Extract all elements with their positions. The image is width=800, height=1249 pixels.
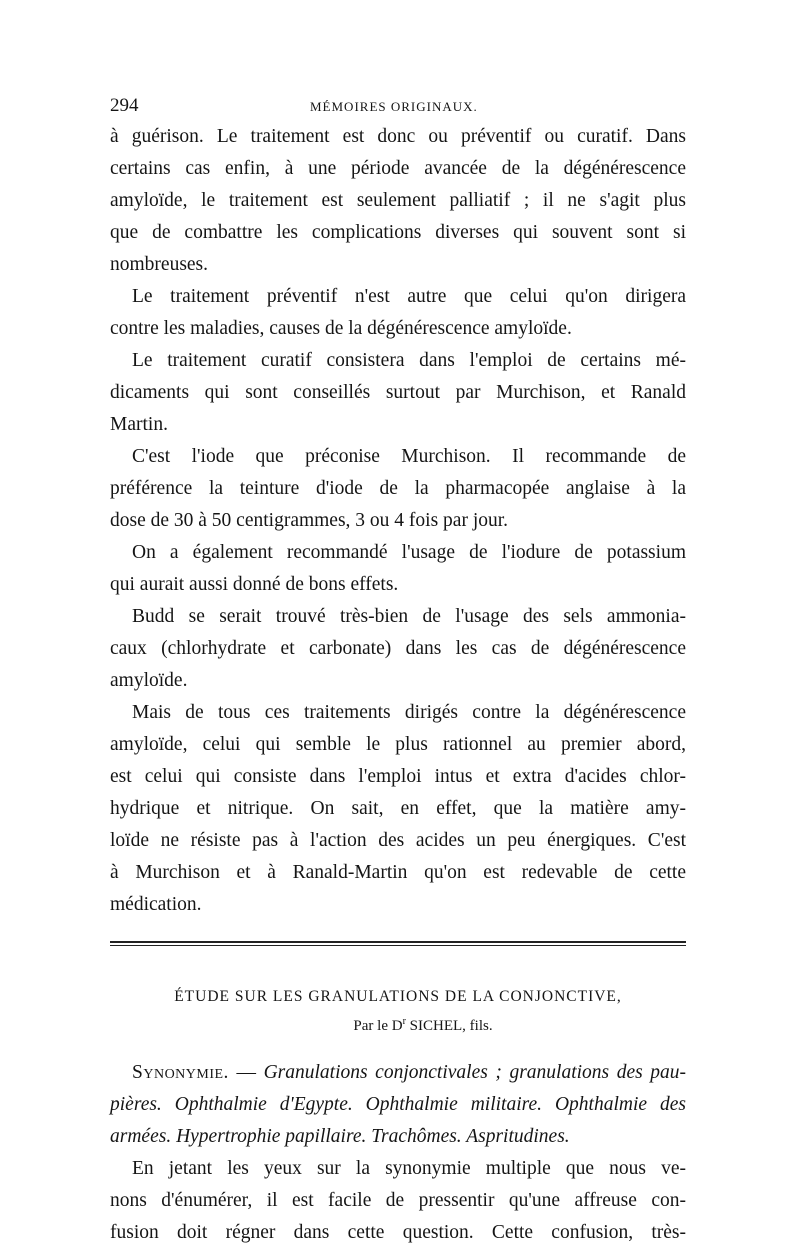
text-line: C'est l'iode que préconise Murchison. Il recommande de bbox=[132, 446, 686, 467]
synonymy-line bbox=[110, 1057, 686, 1089]
text-line: contre les maladies, causes de la dégénérescence amyloïde. bbox=[110, 318, 572, 339]
synonymy-label: Synonymie. bbox=[132, 1062, 229, 1083]
text-line: dicaments qui sont conseillés surtout par Murchison, et Ranald bbox=[110, 382, 686, 403]
text-line: amyloïde. bbox=[110, 670, 188, 691]
text-line: certains cas enfin, à une période avancée de la dégénérescence bbox=[110, 158, 686, 179]
text-line: à Murchison et à Ranald-Martin qu'on est redevable de cette bbox=[110, 862, 686, 883]
page bbox=[110, 95, 686, 1249]
byline bbox=[110, 1016, 686, 1035]
synonymy-paragraph bbox=[110, 1057, 686, 1249]
text-line: loïde ne résiste pas à l'action des acides un peu énergiques. C'est bbox=[110, 830, 686, 851]
text-line: hydrique et nitrique. On sait, en effet, que la matière amy- bbox=[110, 798, 686, 819]
text-line: Mais de tous ces traitements dirigés contre la dégénérescence bbox=[132, 702, 686, 723]
text-line: Budd se serait trouvé très-bien de l'usage des sels ammonia- bbox=[132, 606, 686, 627]
text-line: nombreuses. bbox=[110, 254, 209, 275]
synonymy-line: armées. Hypertrophie papillaire. Trachômes. Aspritudines. bbox=[110, 1126, 570, 1147]
section-title: ÉTUDE SUR LES GRANULATIONS DE LA CONJONCTIVE, bbox=[174, 988, 622, 1005]
text-line: On a également recommandé l'usage de l'iodure de potassium bbox=[132, 542, 686, 563]
body-text bbox=[110, 121, 686, 921]
text-line: amyloïde, le traitement est seulement palliatif ; il ne s'agit plus bbox=[110, 190, 686, 211]
synonymy-line: pières. Ophthalmie d'Egypte. Ophthalmie militaire. Ophthalmie des bbox=[110, 1094, 686, 1115]
text-line: amyloïde, celui qui semble le plus rationnel au premier abord, bbox=[110, 734, 686, 755]
text-line: Le traitement préventif n'est autre que celui qu'on dirigera bbox=[132, 286, 686, 307]
text-line: Le traitement curatif consistera dans l'emploi de certains mé- bbox=[132, 350, 686, 371]
running-title: MÉMOIRES ORIGINAUX. bbox=[310, 99, 478, 114]
byline-sup: r bbox=[402, 1016, 406, 1027]
text-line: qui aurait aussi donné de bons effets. bbox=[110, 574, 399, 595]
text-line: préférence la teinture d'iode de la pharmacopée anglaise à la bbox=[110, 478, 686, 499]
text-line: dose de 30 à 50 centigrammes, 3 ou 4 fois par jour. bbox=[110, 510, 509, 531]
text-line: médication. bbox=[110, 894, 202, 915]
text-line: à guérison. Le traitement est donc ou préventif ou curatif. Dans bbox=[110, 126, 686, 147]
text-line: que de combattre les complications diverses qui souvent sont si bbox=[110, 222, 686, 243]
byline-prefix: Par le D bbox=[353, 1018, 403, 1034]
byline-name: SICHEL, fils. bbox=[409, 1018, 493, 1034]
text-line: nons d'énumérer, il est facile de pressentir qu'une affreuse con- bbox=[110, 1190, 686, 1211]
running-header bbox=[110, 95, 686, 121]
text-line: est celui qui consiste dans l'emploi intus et extra d'acides chlor- bbox=[110, 766, 686, 787]
page-number: 294 bbox=[110, 95, 139, 116]
synonymy-text: Granulations conjonctivales ; granulations des pau- bbox=[263, 1062, 687, 1083]
synonymy-dash: — bbox=[228, 1062, 264, 1083]
section-divider bbox=[110, 941, 686, 946]
text-line: fusion doit régner dans cette question. Cette confusion, très- bbox=[110, 1222, 686, 1243]
text-line: En jetant les yeux sur la synonymie multiple que nous ve- bbox=[132, 1158, 686, 1179]
text-line: caux (chlorhydrate et carbonate) dans les cas de dégénérescence bbox=[110, 638, 686, 659]
text-line: Martin. bbox=[110, 414, 168, 435]
